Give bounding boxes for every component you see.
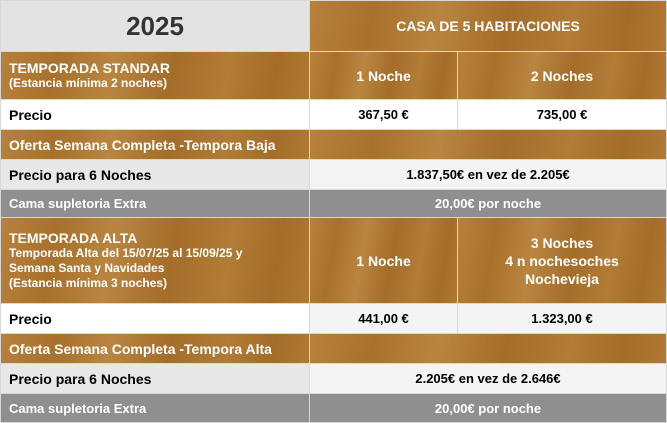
high-offer-empty (310, 334, 667, 364)
high-extra-bed-row (0, 394, 667, 423)
high-extra-bed-label: Cama supletoria Extra (0, 394, 310, 423)
standard-col-1-night: 1 Noche (310, 52, 458, 100)
high-six-nights-label: Precio para 6 Noches (0, 364, 310, 394)
standard-price-label: Precio (0, 100, 310, 130)
high-col-multi-nights (458, 218, 667, 304)
standard-offer-label: Oferta Semana Completa -Tempora Baja (0, 130, 310, 160)
standard-price-row (0, 100, 667, 130)
year-cell: 2025 (0, 0, 310, 52)
high-offer-label: Oferta Semana Completa -Tempora Alta (0, 334, 310, 364)
standard-season-cell (0, 52, 310, 100)
standard-offer-row (0, 130, 667, 160)
high-six-nights-value: 2.205€ en vez de 2.646€ (310, 364, 667, 394)
house-title-cell: CASA DE 5 HABITACIONES (310, 0, 667, 52)
standard-extra-bed-label: Cama supletoria Extra (0, 190, 310, 218)
standard-offer-empty (310, 130, 667, 160)
high-col-nochevieja: Nochevieja (525, 270, 599, 287)
high-six-nights-row (0, 364, 667, 394)
standard-six-nights-value: 1.837,50€ en vez de 2.205€ (310, 160, 667, 190)
standard-col-2-nights: 2 Noches (458, 52, 667, 100)
high-col-1-night: 1 Noche (310, 218, 458, 304)
standard-season-row (0, 52, 667, 100)
high-col-3-nights: 3 Noches (530, 234, 594, 251)
standard-season-title: TEMPORADA STANDAR (9, 60, 170, 76)
high-season-cell (0, 218, 310, 304)
standard-six-nights-label: Precio para 6 Noches (0, 160, 310, 190)
high-price-1-night: 441,00 € (310, 304, 458, 334)
high-offer-row (0, 334, 667, 364)
high-price-row (0, 304, 667, 334)
standard-six-nights-row (0, 160, 667, 190)
standard-price-1-night: 367,50 € (310, 100, 458, 130)
high-price-multi-nights: 1.323,00 € (458, 304, 667, 334)
header-row (0, 0, 667, 52)
standard-price-2-nights: 735,00 € (458, 100, 667, 130)
standard-extra-bed-value: 20,00€ por noche (310, 190, 667, 218)
high-season-dates: Temporada Alta del 15/07/25 al 15/09/25 y (9, 246, 243, 260)
high-season-row (0, 218, 667, 304)
high-col-4-nights: 4 n nochesoches (505, 252, 619, 269)
high-season-title: TEMPORADA ALTA (9, 230, 138, 246)
high-price-label: Precio (0, 304, 310, 334)
standard-extra-bed-row (0, 190, 667, 218)
high-season-min-stay: (Estancia mínima 3 noches) (9, 276, 168, 290)
high-season-holidays: Semana Santa y Navidades (9, 261, 165, 275)
standard-season-subtitle: (Estancia mínima 2 noches) (9, 76, 168, 90)
high-extra-bed-value: 20,00€ por noche (310, 394, 667, 423)
